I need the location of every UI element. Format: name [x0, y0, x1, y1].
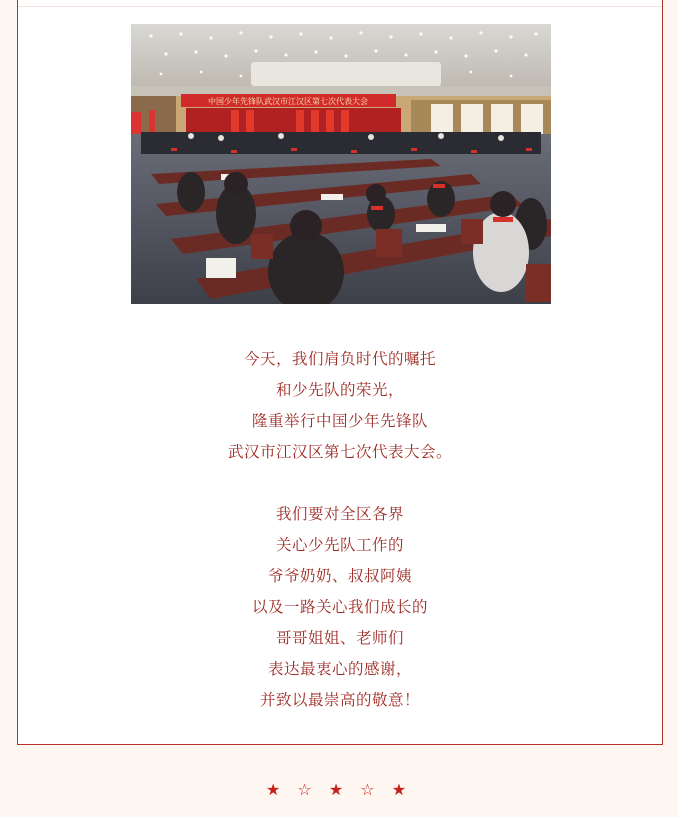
poem-line: 和少先队的荣光， — [275, 381, 404, 399]
star-divider — [0, 780, 678, 800]
banner-text: 中国少年先锋队武汉市江汉区第七次代表大会 — [208, 97, 368, 106]
poem-line: 关心少先队工作的 — [275, 536, 404, 554]
top-divider — [18, 6, 662, 7]
poem-line: 爷爷奶奶、叔叔阿姨 — [267, 567, 412, 585]
star-outline-icon: ☆ — [360, 780, 381, 799]
star-icon: ★ — [328, 780, 350, 799]
poem-line: 以及一路关心我们成长的 — [251, 598, 428, 616]
poem-stanza-2 — [18, 499, 662, 716]
content-frame — [17, 0, 663, 745]
poem-line: 并致以最崇高的敬意！ — [259, 691, 420, 709]
star-icon: ★ — [391, 780, 413, 799]
conference-photo — [131, 24, 551, 304]
poem-line: 表达最衷心的感谢， — [267, 660, 412, 678]
poem-line: 我们要对全区各界 — [275, 505, 404, 523]
poem-line: 今天，我们肩负时代的嘱托 — [243, 350, 436, 368]
star-icon: ★ — [265, 780, 287, 799]
star-outline-icon: ☆ — [297, 780, 318, 799]
poem-line: 武汉市江汉区第七次代表大会。 — [227, 443, 452, 461]
poem-line: 哥哥姐姐、老师们 — [275, 629, 404, 647]
poem-stanza-1 — [18, 344, 662, 468]
poem-line: 隆重举行中国少年先锋队 — [251, 412, 428, 430]
